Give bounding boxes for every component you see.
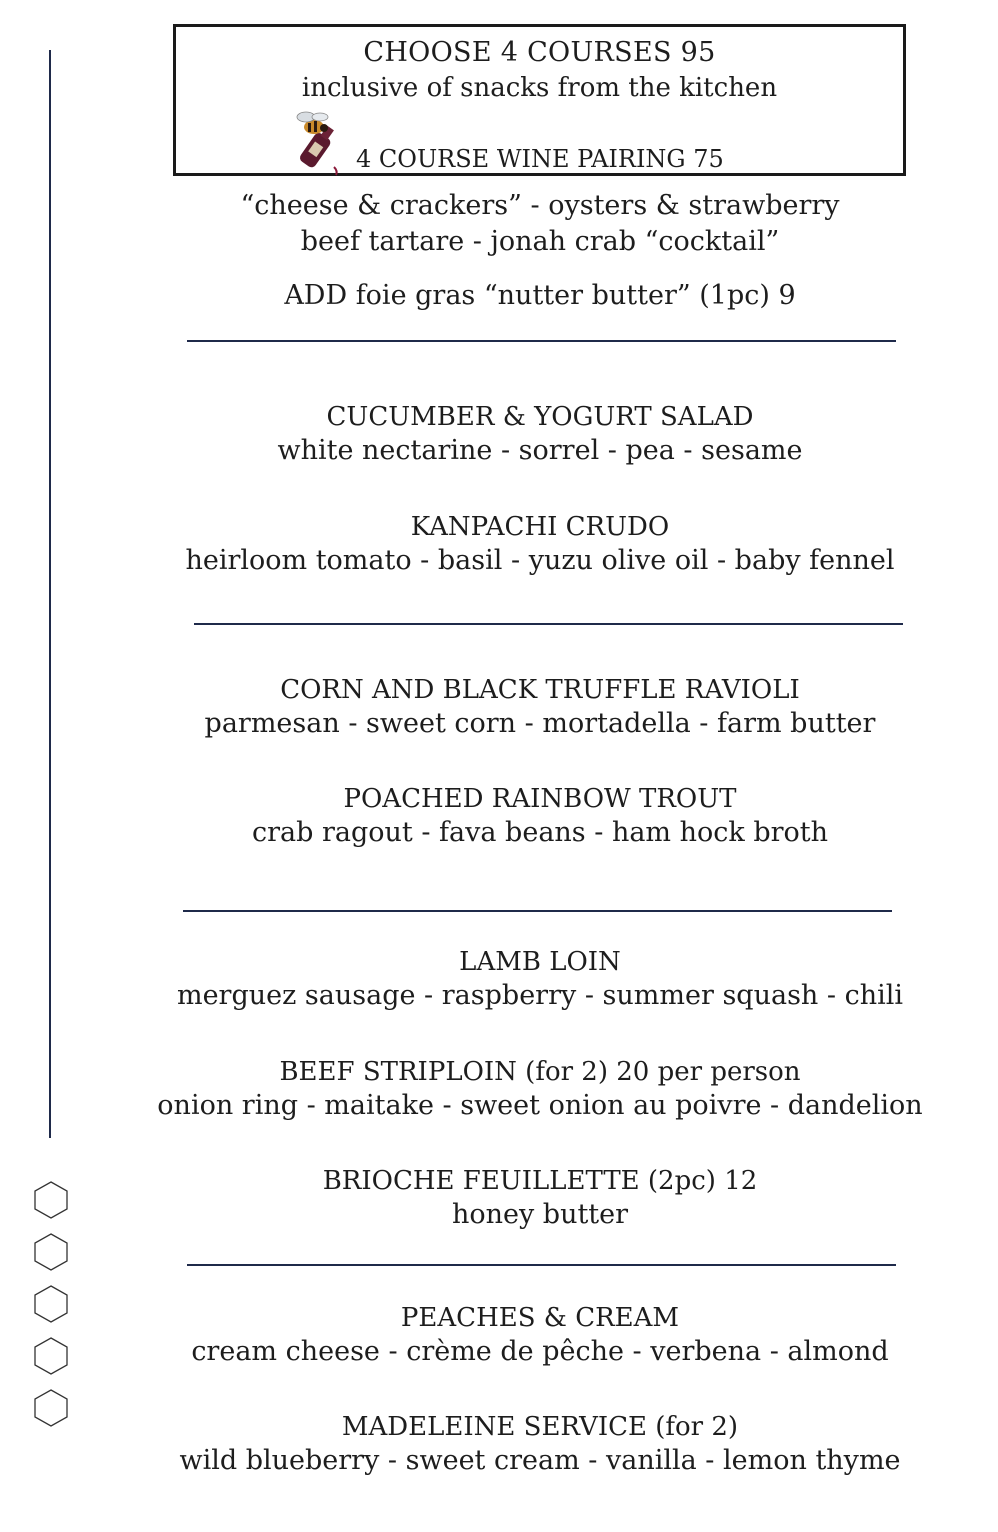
snack-line: beef tartare - jonah crab “cocktail” bbox=[300, 226, 780, 257]
dish-name: BEEF STRIPLOIN (for 2) 20 per person bbox=[279, 1057, 801, 1087]
dish-description: honey butter bbox=[451, 1199, 629, 1230]
dish-name: CORN AND BLACK TRUFFLE RAVIOLI bbox=[280, 675, 800, 705]
hexagon-icon bbox=[32, 1388, 70, 1428]
menu-item bbox=[140, 1410, 940, 1478]
menu-item bbox=[140, 945, 940, 1013]
dish-name: BRIOCHE FEUILLETTE (2pc) 12 bbox=[322, 1166, 758, 1196]
dish-description: parmesan - sweet corn - mortadella - farm butter bbox=[204, 708, 876, 739]
dish-description: white nectarine - sorrel - pea - sesame bbox=[277, 435, 803, 466]
hexagon-icon bbox=[32, 1232, 70, 1272]
dish-description: cream cheese - crème de pêche - verbena - almond bbox=[191, 1336, 889, 1367]
section-divider bbox=[187, 340, 896, 342]
menu-item bbox=[140, 673, 940, 741]
addon-line: ADD foie gras “nutter butter” (1pc) 9 bbox=[284, 280, 796, 311]
menu-item bbox=[140, 1301, 940, 1369]
hexagon-icon bbox=[32, 1284, 70, 1324]
dish-description: heirloom tomato - basil - yuzu olive oil - baby fennel bbox=[185, 545, 895, 576]
vertical-rule bbox=[49, 50, 51, 1138]
menu-item bbox=[140, 1164, 940, 1232]
course-price: CHOOSE 4 COURSES 95 bbox=[363, 37, 716, 68]
bee-wine-bottle-icon bbox=[284, 105, 356, 177]
hexagon-column bbox=[32, 1180, 70, 1440]
menu-item bbox=[140, 510, 940, 578]
dish-name: LAMB LOIN bbox=[459, 947, 621, 977]
section-divider bbox=[187, 1264, 896, 1266]
menu-item bbox=[140, 400, 940, 468]
hexagon-icon bbox=[32, 1336, 70, 1376]
dish-description: wild blueberry - sweet cream - vanilla - lemon thyme bbox=[179, 1445, 901, 1476]
dish-name: CUCUMBER & YOGURT SALAD bbox=[326, 402, 754, 432]
dish-description: merguez sausage - raspberry - summer squash - chili bbox=[176, 980, 904, 1011]
dish-description: onion ring - maitake - sweet onion au poivre - dandelion bbox=[157, 1090, 923, 1121]
section-divider bbox=[183, 910, 892, 912]
dish-name: KANPACHI CRUDO bbox=[410, 512, 670, 542]
hexagon-icon bbox=[32, 1180, 70, 1220]
snacks-section bbox=[140, 188, 940, 314]
snacks-note: inclusive of snacks from the kitchen bbox=[301, 73, 778, 103]
dish-description: crab ragout - fava beans - ham hock broth bbox=[251, 817, 829, 848]
section-divider bbox=[194, 623, 903, 625]
dish-name: MADELEINE SERVICE (for 2) bbox=[341, 1412, 739, 1442]
course-pricing-box bbox=[173, 24, 906, 176]
wine-pairing-price: 4 COURSE WINE PAIRING 75 bbox=[356, 145, 724, 173]
menu-item bbox=[140, 1055, 940, 1123]
menu-item bbox=[140, 782, 940, 850]
dish-name: PEACHES & CREAM bbox=[400, 1303, 680, 1333]
dish-name: POACHED RAINBOW TROUT bbox=[343, 784, 737, 814]
snack-line: “cheese & crackers” - oysters & strawberry bbox=[240, 190, 840, 221]
